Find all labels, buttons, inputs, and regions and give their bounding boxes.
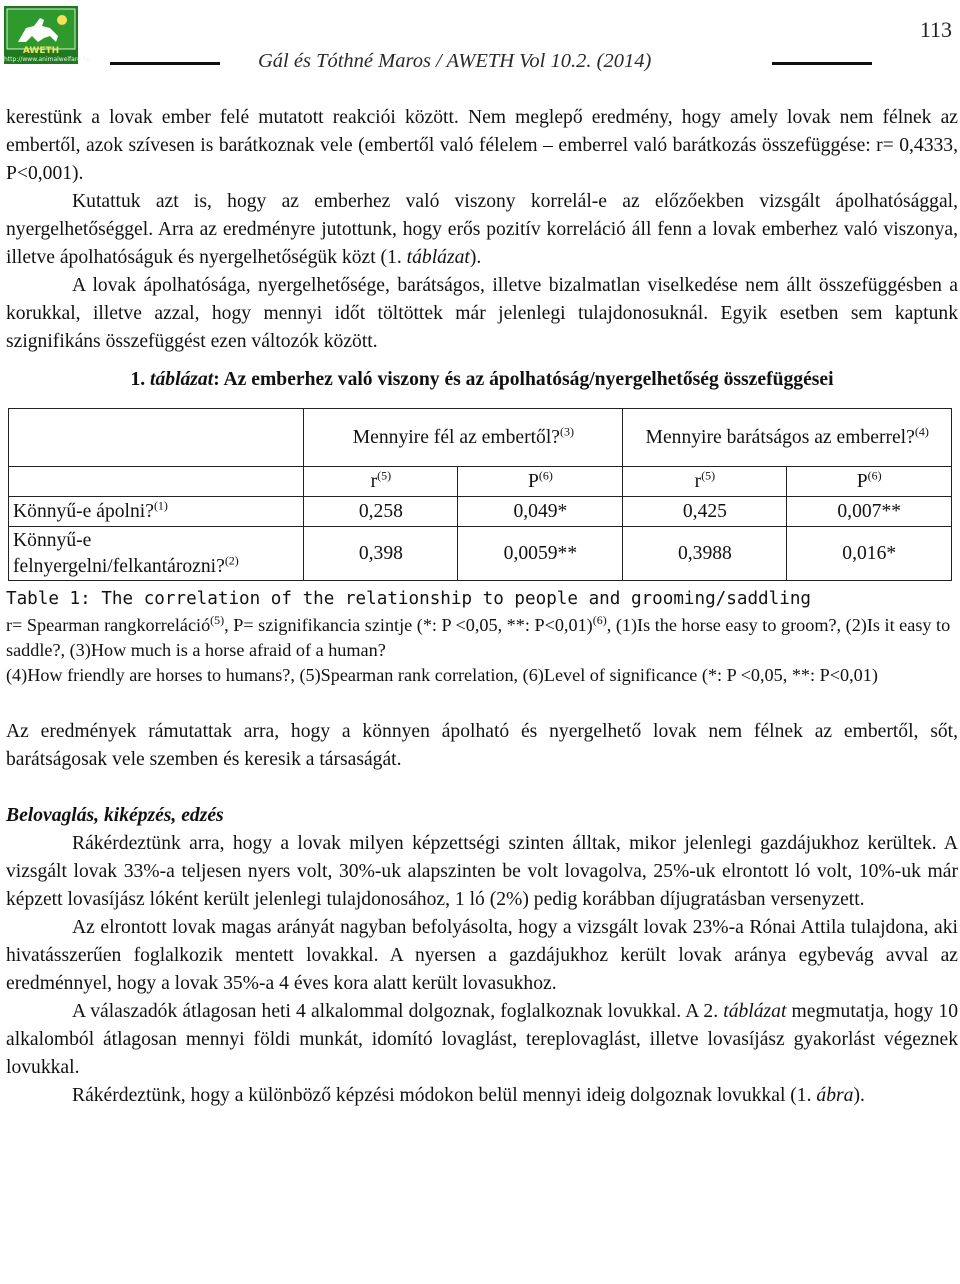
p-sup: (6) — [538, 467, 553, 482]
paragraph-7 — [6, 998, 958, 1082]
paragraph-6: Az elrontott lovak magas arányát nagyban befolyásolta, hogy a vizsgált lovak 23%-a Rónai Attila tulajdona, aki hivatásszerűen foglalkozik mentett lovakkal. A nyersen a gazdájukhoz került lovak aránya egybevág avval az eredménnyel, hogy a lovak 35%-a 4 éves kora alatt került lovasukhoz. — [6, 917, 958, 994]
note-text-b: , P= szignifikancia szintje (*: P <0,05, **: P<0,01) — [224, 615, 593, 635]
table-row — [9, 527, 952, 581]
table-cell: 0,425 — [623, 497, 787, 527]
table-caption-italic: táblázat — [150, 369, 214, 390]
page-number: 113 — [919, 17, 952, 42]
table-note-2: (4)How friendly are horses to humans?, (5)Spearman rank correlation, (6)Level of significance (*: P <0,05, **: P<0,01) — [6, 665, 878, 685]
p-label: P — [856, 470, 868, 492]
table-caption-number: 1. — [130, 369, 151, 390]
paragraph-7-end: megmutatja, hogy 10 alkalomból átlagosan mennyi földi munkát, idomító lovaglást, tereplovaglást, illetve lovasíjász gyakorlást végeznek lovukkal. — [6, 1001, 958, 1078]
paragraph-8-text: Rákérdeztünk, hogy a különböző képzési módokon belül mennyi ideig dolgoznak lovukkal (1. — [72, 1085, 817, 1106]
article-body — [6, 104, 958, 1110]
note-sup-6: (6) — [592, 612, 607, 627]
table-subheader-row — [9, 467, 952, 497]
r-label: r — [370, 470, 378, 492]
table-reference: táblázat — [406, 247, 470, 268]
journal-logo — [4, 6, 91, 64]
subheader-p-1 — [458, 467, 623, 497]
note-text-c: , (1)Is the horse easy to groom?, (2)Is it easy to saddle?, (3)How much is a horse afraid of a human? — [6, 615, 951, 660]
table-caption — [6, 366, 958, 394]
r-sup: (5) — [701, 467, 716, 482]
paragraph-8-end: ). — [853, 1085, 865, 1106]
paragraph-2-end: ). — [469, 247, 482, 268]
correlation-table — [8, 408, 952, 581]
table-cell: 0,258 — [304, 497, 458, 527]
header-rule-left — [110, 62, 220, 65]
note-sup-5: (5) — [210, 612, 225, 627]
subheader-r-2 — [623, 467, 787, 497]
table-header-row — [9, 409, 952, 467]
note-text-a: r= Spearman rangkorreláció — [6, 615, 211, 635]
paragraph-3: A lovak ápolhatósága, nyergelhetősége, barátságos, illetve bizalmatlan viselkedése nem állt összefüggésben a korukkal, illetve azzal, hogy mennyi időt töltöttek már jelenlegi tulajdonosuknál. Egyik esetben sem kaptunk szignifikáns összefüggést ezen változók között. — [6, 275, 958, 352]
table-cell: 0,049* — [458, 497, 623, 527]
header-friendly-text: Mennyire barátságos az emberrel? — [645, 426, 915, 448]
header-afraid — [304, 409, 623, 467]
header-rule-right — [772, 62, 872, 65]
logo-text: AWETH — [22, 46, 60, 56]
table-cell: 0,398 — [304, 527, 458, 581]
logo-caption: http://www.animalwelfare.hu — [4, 56, 91, 63]
row-label-groom — [9, 497, 304, 527]
table-row — [9, 497, 952, 527]
p-label: P — [527, 470, 539, 492]
table-cell: 0,007** — [787, 497, 952, 527]
paragraph-7-text: A válaszadók átlagosan heti 4 alkalommal dolgoznak, foglalkoznak lovukkal. A 2. — [72, 1001, 724, 1022]
paragraph-8 — [6, 1082, 958, 1110]
header-afraid-text: Mennyire fél az embertől? — [352, 426, 560, 448]
figure-reference: ábra — [816, 1085, 854, 1106]
row-label-text: Könnyű-e ápolni? — [13, 500, 154, 522]
spacer — [6, 688, 958, 718]
table-caption-text: : Az emberhez való viszony és az ápolhatóság/nyergelhetőség összefüggései — [213, 369, 834, 390]
subheader-empty-cell — [9, 467, 304, 497]
table-cell: 0,3988 — [623, 527, 787, 581]
paragraph-4: Az eredmények rámutattak arra, hogy a könnyen ápolható és nyergelhető lovak nem félnek az embertől, sőt, barátságosak vele szemben és keresik a társaságát. — [6, 721, 958, 770]
p-sup: (6) — [867, 467, 882, 482]
paragraph-1: kerestünk a lovak ember felé mutatott reakciói között. Nem meglepő eredmény, hogy amely lovak nem félnek az embertől, azok szívesen is barátkoznak vele (embertől való félelem – emberrel való barátkozás összefüggése: r= 0,4333, P<0,001). — [6, 107, 958, 184]
paragraph-2 — [6, 188, 958, 272]
row-label-sup: (2) — [224, 552, 239, 567]
header-friendly — [623, 409, 952, 467]
table-note-1 — [6, 613, 958, 663]
r-label: r — [694, 470, 702, 492]
r-sup: (5) — [377, 467, 392, 482]
subheader-r-1 — [304, 467, 458, 497]
journal-header: Gál és Tóthné Maros / AWETH Vol 10.2. (2014) — [258, 50, 652, 72]
row-label-sup: (1) — [153, 497, 168, 512]
section-heading: Belovaglás, kiképzés, edzés — [6, 805, 224, 826]
table-english-title: Table 1: The correlation of the relationship to people and grooming/saddling — [6, 589, 812, 609]
row-label-saddle — [9, 527, 304, 581]
table-cell: 0,0059** — [458, 527, 623, 581]
spacer — [6, 774, 958, 802]
table-corner-cell — [9, 409, 304, 467]
subheader-p-2 — [787, 467, 952, 497]
header-friendly-sup: (4) — [914, 423, 929, 438]
table-cell: 0,016* — [787, 527, 952, 581]
table-reference: táblázat — [723, 1001, 787, 1022]
paragraph-5: Rákérdeztünk arra, hogy a lovak milyen képzettségi szinten álltak, mikor jelenlegi gazdájukhoz kerültek. A vizsgált lovak 33%-a teljesen nyers volt, 30%-uk alapszinten be volt lovagolva, 25%-uk elrontott ló volt, 10%-uk már képzett lovasíjász lóként került jelenlegi tulajdonosához, 1 ló (2%) pedig korábban díjugratásban versenyzett. — [6, 833, 958, 910]
paragraph-2-text: Kutattuk azt is, hogy az emberhez való viszony korrelál-e az előzőekben vizsgált ápolhatósággal, nyergelhetőséggel. Arra az eredményre jutottunk, hogy erős pozitív korreláció áll fenn a lovak emberhez való viszonya, illetve ápolhatóságuk és nyergelhetőségük közt (1. — [6, 191, 958, 268]
row-label-text: Könnyű-e felnyergelni/felkantározni? — [13, 529, 225, 577]
header-afraid-sup: (3) — [560, 423, 574, 438]
